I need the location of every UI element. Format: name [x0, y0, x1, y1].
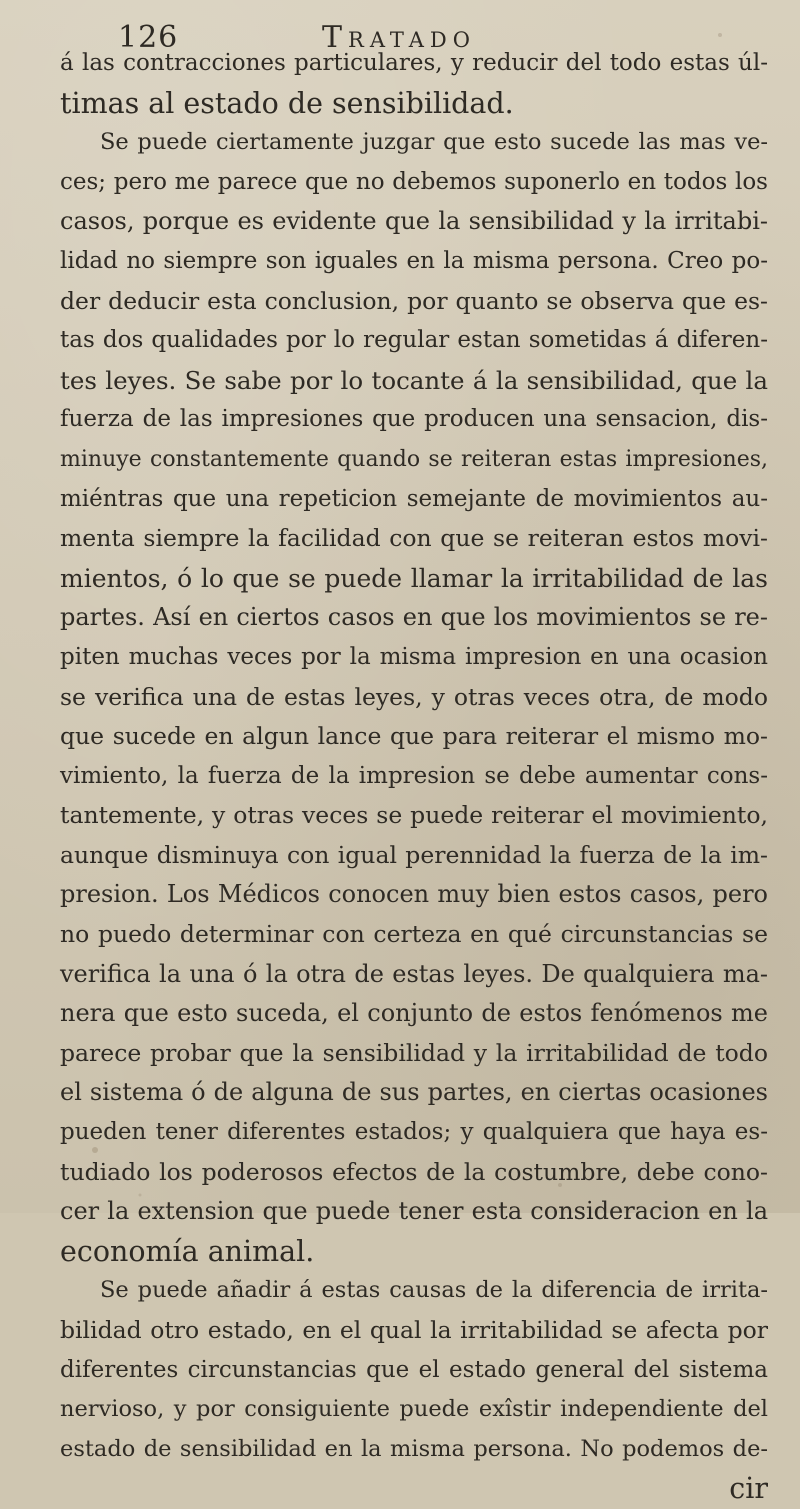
text-line: menta siempre la facilidad con que se reiteran estos movi-	[60, 524, 768, 553]
text-line: pueden tener diferentes estados; y qualquiera que haya es-	[60, 1119, 768, 1146]
text-line: diferentes circunstancias que el estado general del sistema	[60, 1356, 768, 1383]
text-line: cir	[729, 1472, 768, 1506]
text-line: el sistema ó de alguna de sus partes, en ciertas ocasiones	[60, 1078, 768, 1107]
text-line: se verifica una de estas leyes, y otras veces otra, de modo	[60, 682, 768, 711]
text-line: miéntras que una repeticion semejante de movimientos au-	[60, 485, 768, 512]
text-line: que sucede en algun lance que para reiterar el mismo mo-	[60, 722, 768, 751]
text-line: tudiado los poderosos efectos de la costumbre, debe cono-	[60, 1157, 768, 1186]
running-head: Tratado	[322, 20, 476, 55]
text-line: no puedo determinar con certeza en qué circunstancias se	[60, 920, 768, 949]
text-line: economía animal.	[60, 1234, 315, 1268]
body-text	[60, 44, 768, 1509]
text-line: ces; pero me parece que no debemos suponerlo en todos los	[60, 168, 768, 195]
text-line: fuerza de las impresiones que producen una sensacion, dis-	[60, 406, 768, 433]
text-line: casos, porque es evidente que la sensibilidad y la irritabi-	[60, 207, 768, 236]
text-line: tantemente, y otras veces se puede reiterar el movimiento,	[60, 801, 768, 830]
text-line: minuye constantemente quando se reiteran estas impresiones,	[60, 446, 768, 472]
text-line: aunque disminuya con igual perennidad la fuerza de la im-	[60, 840, 768, 869]
text-line: partes. Así en ciertos casos en que los movimientos se re-	[60, 603, 768, 632]
page-number: 126	[118, 20, 179, 55]
text-line: bilidad otro estado, en el qual la irritabilidad se afecta por	[60, 1316, 768, 1344]
text-line: piten muchas veces por la misma impresion en una ocasion	[60, 643, 768, 670]
text-line: cer la extension que puede tener esta consideracion en la	[60, 1197, 768, 1226]
text-line: Se puede añadir á estas causas de la diferencia de irrita-	[100, 1277, 768, 1304]
text-line: parece probar que la sensibilidad y la irritabilidad de todo	[60, 1038, 768, 1067]
text-line: verifica la una ó la otra de estas leyes. De qualquiera ma-	[60, 959, 768, 988]
text-line: timas al estado de sensibilidad.	[60, 86, 514, 120]
text-line: estado de sensibilidad en la misma persona. No podemos de-	[60, 1435, 768, 1462]
text-line: Se puede ciertamente juzgar que esto sucede las mas ve-	[100, 129, 768, 156]
text-line: tes leyes. Se sabe por lo tocante á la sensibilidad, que la	[60, 365, 768, 395]
text-line: vimiento, la fuerza de la impresion se debe aumentar cons-	[60, 762, 768, 789]
text-line: nervioso, y por consiguiente puede exîstir independiente del	[60, 1396, 768, 1423]
text-line: lidad no siempre son iguales en la misma persona. Creo po-	[60, 247, 768, 274]
text-line: á las contracciones particulares, y reducir del todo estas úl-	[60, 50, 768, 76]
text-line: mientos, ó lo que se puede llamar la irritabilidad de las	[60, 563, 768, 593]
text-line: der deducir esta conclusion, por quanto se observa que es-	[60, 286, 768, 315]
text-line: tas dos qualidades por lo regular estan sometidas á diferen-	[60, 327, 768, 354]
text-line: nera que esto suceda, el conjunto de estos fenómenos me	[60, 999, 768, 1028]
text-line: presion. Los Médicos conocen muy bien estos casos, pero	[60, 880, 768, 909]
